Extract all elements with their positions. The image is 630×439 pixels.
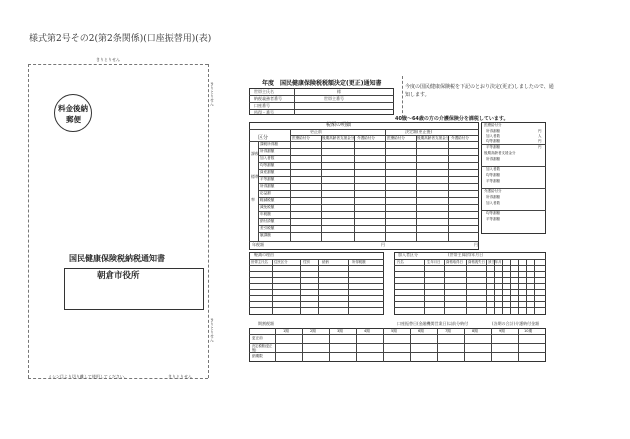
cut-here-vertical-bottom: きりとりせん bbox=[210, 318, 215, 342]
bd-unit-1: 人 bbox=[538, 134, 542, 138]
row-label-11: 納付済額 bbox=[260, 219, 275, 223]
bd-row-10: 介護給付分 bbox=[484, 189, 502, 193]
member-col-2: 資格取得日 bbox=[446, 260, 463, 264]
reduction-col-4: 所得税額 bbox=[352, 260, 366, 264]
bd-row-3: 均等割額 bbox=[486, 139, 500, 143]
bd-row-1: 所得割額 bbox=[486, 129, 500, 133]
total-label: 年税額 bbox=[252, 242, 264, 247]
row-label-2: 加入者数 bbox=[260, 156, 275, 160]
bd-row-8: 均等割額 bbox=[486, 173, 500, 177]
reduction-col-1: 住民区分 bbox=[274, 260, 288, 264]
total-unit-a: 円 bbox=[381, 242, 385, 247]
header-row-0: 世帯主氏名 bbox=[254, 89, 274, 94]
row-label-7: 応益割 bbox=[260, 191, 271, 195]
total-unit-b: 円 bbox=[474, 242, 478, 247]
pay-col-8: 9期 bbox=[499, 329, 505, 333]
bd-row-5: 後期高齢者支援金分 bbox=[484, 151, 516, 155]
row-label-13: 賦課額 bbox=[260, 233, 271, 237]
row-side-label-1: 標準 bbox=[251, 174, 259, 179]
pay-row-2: 納期限 bbox=[252, 354, 263, 358]
row-label-0: 課税所得額 bbox=[260, 142, 278, 146]
col-head-2: 介護給付分 bbox=[357, 136, 375, 140]
postage-line2: 郵便 bbox=[66, 115, 81, 124]
payment-title: 期割税額 bbox=[258, 321, 274, 326]
row-label-4: 資産割額 bbox=[260, 170, 275, 174]
header-row-3: 所得・番号 bbox=[254, 110, 274, 115]
cut-line-top bbox=[28, 64, 208, 65]
header-row-2: 口座番号 bbox=[254, 103, 270, 108]
postage-line1: 料金後納 bbox=[58, 104, 88, 113]
pay-row-1: 決定税額(更正後) bbox=[252, 344, 273, 352]
member-col-4: 該当年月 bbox=[488, 260, 502, 264]
bd-unit-0: 円 bbox=[538, 129, 542, 133]
col-head-1: 後期高齢者支援金分 bbox=[322, 136, 355, 140]
row-label-1: 所得割額 bbox=[260, 149, 275, 153]
row-label-8: 軽減税額 bbox=[260, 198, 275, 202]
header-row-1: 納税義務者番号 bbox=[254, 96, 282, 101]
member-col-3: 資格喪失日 bbox=[468, 260, 485, 264]
cut-here-label-bottom-left: ミシン目より切り離して使用してください。 bbox=[48, 374, 128, 379]
cut-line-left bbox=[28, 64, 29, 378]
member-col-0: 氏名 bbox=[397, 260, 404, 264]
bd-row-11: 所得割額 bbox=[486, 195, 500, 199]
pay-row-0: 更正前 bbox=[252, 336, 263, 340]
reduction-col-0: 世帯主氏名 bbox=[251, 260, 268, 264]
pay-col-5: 6期 bbox=[418, 329, 424, 333]
sender-name: 朝倉市役所 bbox=[97, 271, 140, 281]
bd-row-9: 平等割額 bbox=[486, 179, 500, 183]
member-title: 加入者区分 bbox=[398, 252, 418, 257]
col-group-after: 決定額(更正後) bbox=[405, 129, 433, 134]
member-title-b: (世帯主)取得年月日 bbox=[448, 252, 484, 257]
care-note: 40歳～64歳の方の介護保険分を課税しています。 bbox=[395, 116, 509, 122]
header-value-0: 様 bbox=[337, 89, 341, 94]
pay-col-0: 1期 bbox=[283, 329, 289, 333]
reduction-col-3: 続柄 bbox=[322, 260, 329, 264]
main-table-title: 税額の明細 bbox=[326, 122, 352, 128]
col-head-4: 後期高齢者支援金分 bbox=[417, 136, 450, 140]
row-side-label-2: 率 bbox=[251, 197, 255, 202]
address-window bbox=[64, 268, 204, 310]
bd-unit-3: 円 bbox=[538, 145, 542, 149]
bd-row-7: 加入者数 bbox=[486, 167, 500, 171]
pay-col-9: 10期 bbox=[524, 329, 533, 333]
col-head-3: 医療給付分 bbox=[387, 136, 405, 140]
bd-row-6: 所得割額 bbox=[486, 157, 500, 161]
cut-here-vertical-top: きりとりせん bbox=[210, 82, 215, 106]
postage-stamp bbox=[54, 94, 92, 132]
bd-row-2: 加入者数 bbox=[486, 134, 500, 138]
member-col-1: 生年月日 bbox=[427, 260, 441, 264]
row-label-3: 均等割額 bbox=[260, 163, 275, 167]
col-head-5: 介護給付分 bbox=[451, 136, 469, 140]
bd-unit-2: 円 bbox=[538, 139, 542, 143]
payment-note: 口座振替日(金融機関営業日)以前分納付 bbox=[397, 321, 469, 326]
bd-row-12: 加入者数 bbox=[486, 201, 500, 205]
bd-row-14: 平等割額 bbox=[486, 217, 500, 221]
bd-row-4: 平等割額 bbox=[486, 145, 500, 149]
reduction-title: 軽減の理由 bbox=[254, 252, 274, 257]
payment-note-right: (各期の合計)介護納付金額 bbox=[492, 321, 540, 326]
section-label: 区分 bbox=[258, 135, 269, 141]
pay-col-7: 8期 bbox=[472, 329, 478, 333]
row-side-label-0: 課税 bbox=[251, 151, 259, 156]
pay-col-4: 5期 bbox=[391, 329, 397, 333]
row-label-10: 年税額 bbox=[260, 212, 271, 216]
cut-line-right bbox=[208, 64, 209, 378]
pay-col-6: 7期 bbox=[445, 329, 451, 333]
row-label-5: 平等割額 bbox=[260, 177, 275, 181]
cut-here-label-bottom-right: きりとりせん bbox=[168, 374, 192, 379]
row-label-9: 減免税額 bbox=[260, 205, 275, 209]
envelope-title: 国民健康保険税納税通知書 bbox=[69, 254, 165, 263]
row-label-12: 差引税額 bbox=[260, 226, 275, 230]
col-group-before: 更正前 bbox=[310, 129, 322, 134]
pay-col-2: 3期 bbox=[337, 329, 343, 333]
pay-col-1: 2期 bbox=[310, 329, 316, 333]
row-label-6: 所得割額 bbox=[260, 184, 275, 188]
cut-here-label-top: きりとりせん bbox=[96, 57, 120, 62]
reduction-col-2: 性別 bbox=[303, 260, 310, 264]
pay-col-3: 4期 bbox=[364, 329, 370, 333]
form-id: 様式第2号その2(第2条関係)(口座振替用)(表) bbox=[29, 34, 212, 44]
bd-row-13: 均等割額 bbox=[486, 211, 500, 215]
notice-intro: 今度の国民健康保険税を下記のとおり決定(更正)しましたので、通知します。 bbox=[405, 84, 554, 98]
col-head-0: 医療給付分 bbox=[292, 136, 310, 140]
header-value-1: 世帯主番号 bbox=[324, 96, 344, 101]
bd-row-0: 医療給付分 bbox=[484, 123, 502, 127]
notice-title: 年度 国民健康保険税税額決定(更正)通知書 bbox=[262, 80, 382, 87]
notice-divider bbox=[402, 76, 403, 118]
